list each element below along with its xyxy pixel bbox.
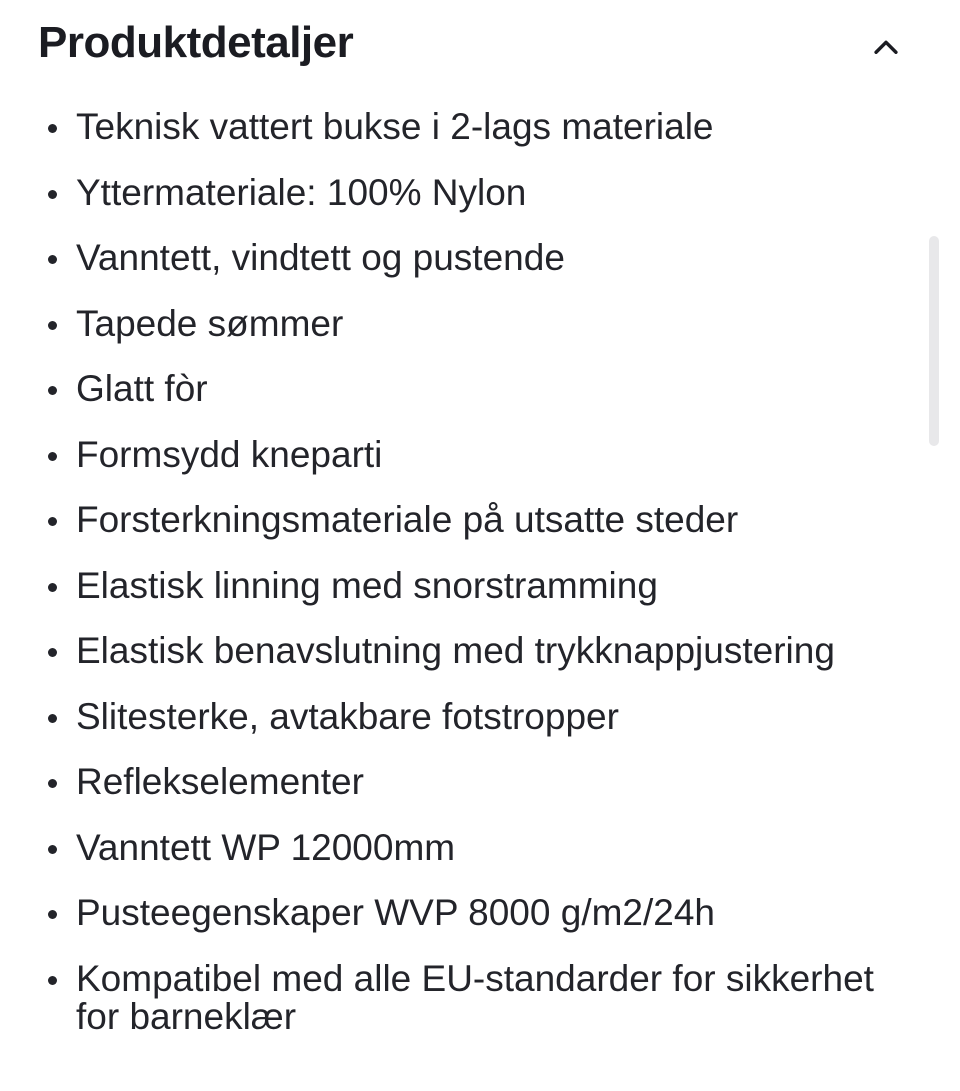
- list-item-text: Yttermateriale: 100% Nylon: [76, 171, 527, 213]
- list-item-text: Vanntett, vindtett og pustende: [76, 237, 565, 278]
- list-item-text: Formsydd kneparti: [76, 433, 383, 475]
- list-item: [44, 957, 914, 1037]
- bullet-icon: [48, 714, 57, 723]
- bullet-icon: [48, 321, 57, 330]
- list-item: [44, 171, 914, 213]
- bullet-icon: [48, 190, 57, 199]
- list-item-text: Kompatibel med alle EU-standarder for sikkerhet for barneklær: [76, 957, 874, 1037]
- list-item-text: Elastisk benavslutning med trykknappjustering: [76, 630, 835, 671]
- list-item: [44, 108, 914, 146]
- bullet-icon: [48, 976, 57, 985]
- list-item: [44, 433, 914, 475]
- bullet-icon: [48, 648, 57, 657]
- list-item: [44, 239, 914, 277]
- product-details-list: [44, 108, 914, 1063]
- product-details-header[interactable]: [38, 12, 908, 82]
- list-item: [44, 564, 914, 606]
- chevron-up-icon: [869, 31, 903, 65]
- list-item-text: Teknisk vattert bukse i 2-lags materiale: [76, 106, 714, 147]
- bullet-icon: [48, 255, 57, 264]
- bullet-icon: [48, 845, 57, 854]
- bullet-icon: [48, 124, 57, 133]
- list-item: [44, 894, 914, 932]
- list-item: [44, 826, 914, 868]
- scrollbar[interactable]: [929, 236, 939, 446]
- list-item-text: Glatt fòr: [76, 368, 208, 409]
- list-item: [44, 632, 914, 670]
- list-item-text: Reflekselementer: [76, 761, 364, 802]
- list-item-text: Tapede sømmer: [76, 302, 344, 344]
- collapse-toggle-button[interactable]: [864, 26, 908, 70]
- list-item-text: Pusteegenskaper WVP 8000 g/m2/24h: [76, 892, 716, 933]
- list-item: [44, 763, 914, 801]
- bullet-icon: [48, 386, 57, 395]
- bullet-icon: [48, 452, 57, 461]
- list-item-text: Forsterkningsmateriale på utsatte steder: [76, 499, 739, 540]
- bullet-icon: [48, 779, 57, 788]
- list-item: [44, 370, 914, 408]
- list-item-text: Slitesterke, avtakbare fotstropper: [76, 695, 619, 737]
- list-item-text: Vanntett WP 12000mm: [76, 826, 456, 868]
- list-item: [44, 302, 914, 344]
- bullet-icon: [48, 517, 57, 526]
- bullet-icon: [48, 910, 57, 919]
- bullet-icon: [48, 583, 57, 592]
- list-item: [44, 501, 914, 539]
- list-item: [44, 695, 914, 737]
- section-title: Produktdetaljer: [38, 18, 354, 67]
- list-item-text: Elastisk linning med snorstramming: [76, 564, 658, 606]
